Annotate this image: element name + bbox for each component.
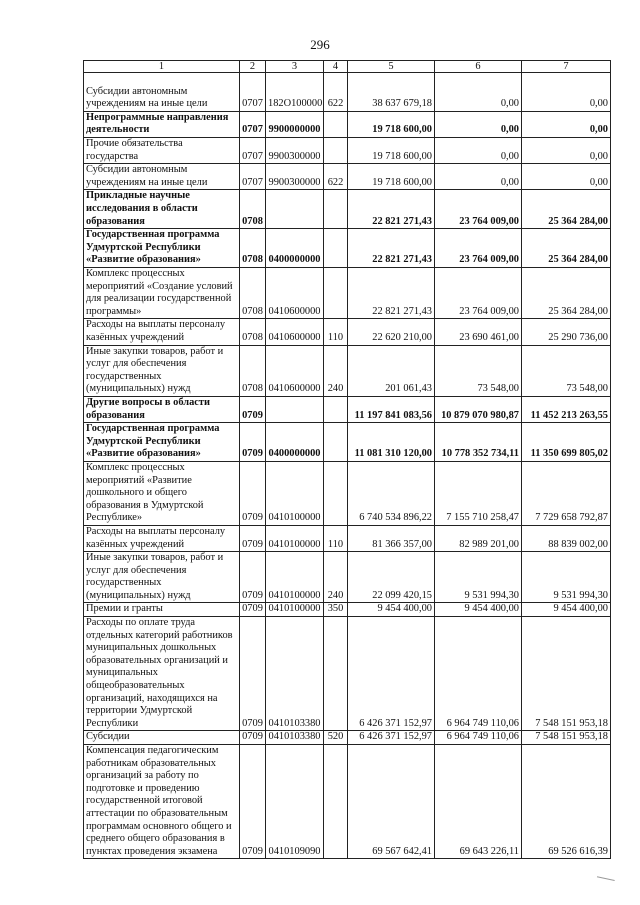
table-body [84,73,611,859]
row-target-article-cell: 182О100000 [266,73,324,112]
row-name-cell: Непрограммные направления деятельности [84,111,240,137]
row-name-cell: Прикладные научные исследования в области образования [84,190,240,229]
table-row [84,396,611,422]
row-amount-col5-cell: 9 454 400,00 [348,603,435,617]
row-amount-col5-cell: 11 197 841 083,56 [348,396,435,422]
row-amount-col6-cell: 6 964 749 110,06 [435,731,522,745]
row-amount-col7-cell: 7 548 151 953,18 [522,617,611,731]
row-amount-col6-cell: 23 764 009,00 [435,229,522,268]
row-amount-col6-cell: 9 454 400,00 [435,603,522,617]
row-section-code-cell: 0709 [240,461,266,525]
row-name-cell: Расходы на выплаты персоналу казённых учреждений [84,525,240,551]
row-target-article-cell: 0410100000 [266,603,324,617]
row-target-article-cell: 0400000000 [266,229,324,268]
row-amount-col6-cell: 0,00 [435,111,522,137]
row-expense-type-cell: 622 [324,164,348,190]
row-amount-col6-cell: 82 989 201,00 [435,525,522,551]
row-name-cell: Комплекс процессных мероприятий «Создание условий для реализации государственной программы» [84,267,240,318]
row-amount-col6-cell: 23 690 461,00 [435,319,522,345]
row-expense-type-cell: 110 [324,525,348,551]
row-amount-col6-cell: 6 964 749 110,06 [435,617,522,731]
column-header: 3 [266,61,324,73]
row-target-article-cell: 0410100000 [266,525,324,551]
column-header: 5 [348,61,435,73]
row-target-article-cell [266,396,324,422]
row-target-article-cell: 0410600000 [266,267,324,318]
column-header: 2 [240,61,266,73]
row-name-cell: Расходы на выплаты персоналу казённых учреждений [84,319,240,345]
row-section-code-cell: 0709 [240,525,266,551]
row-expense-type-cell: 110 [324,319,348,345]
row-name-cell: Иные закупки товаров, работ и услуг для обеспечения государственных (муниципальных) нужд [84,552,240,603]
row-amount-col5-cell: 6 740 534 896,22 [348,461,435,525]
row-amount-col7-cell: 11 350 699 805,02 [522,423,611,462]
row-name-cell: Субсидии [84,731,240,745]
row-amount-col6-cell: 0,00 [435,73,522,112]
table-row [84,319,611,345]
row-expense-type-cell [324,111,348,137]
row-name-cell: Премии и гранты [84,603,240,617]
row-expense-type-cell [324,461,348,525]
column-header-row [84,61,611,73]
row-expense-type-cell: 622 [324,73,348,112]
row-expense-type-cell: 520 [324,731,348,745]
row-section-code-cell: 0708 [240,345,266,396]
table-row [84,603,611,617]
row-amount-col6-cell: 69 643 226,11 [435,745,522,859]
row-amount-col7-cell: 0,00 [522,164,611,190]
table-row [84,345,611,396]
row-target-article-cell: 0410100000 [266,552,324,603]
row-section-code-cell: 0709 [240,617,266,731]
row-amount-col7-cell: 25 364 284,00 [522,190,611,229]
page-number: 296 [310,37,330,52]
row-amount-col5-cell: 22 821 271,43 [348,267,435,318]
row-amount-col5-cell: 69 567 642,41 [348,745,435,859]
row-amount-col6-cell: 23 764 009,00 [435,267,522,318]
row-target-article-cell: 0410100000 [266,461,324,525]
budget-table [83,60,611,859]
row-section-code-cell: 0707 [240,73,266,112]
column-header: 7 [522,61,611,73]
row-section-code-cell: 0707 [240,164,266,190]
table-row [84,423,611,462]
row-section-code-cell: 0707 [240,111,266,137]
row-section-code-cell: 0709 [240,552,266,603]
row-amount-col6-cell: 9 531 994,30 [435,552,522,603]
row-name-cell: Иные закупки товаров, работ и услуг для обеспечения государственных (муниципальных) нужд [84,345,240,396]
row-amount-col7-cell: 25 364 284,00 [522,229,611,268]
row-expense-type-cell [324,423,348,462]
row-name-cell: Государственная программа Удмуртской Республики «Развитие образования» [84,229,240,268]
row-name-cell: Комплекс процессных мероприятий «Развитие дошкольного и общего образования в Удмуртской Республике» [84,461,240,525]
row-amount-col5-cell: 19 718 600,00 [348,164,435,190]
row-amount-col5-cell: 22 821 271,43 [348,229,435,268]
row-section-code-cell: 0709 [240,396,266,422]
row-amount-col5-cell: 6 426 371 152,97 [348,731,435,745]
row-amount-col6-cell: 7 155 710 258,47 [435,461,522,525]
table-row [84,229,611,268]
row-amount-col5-cell: 22 821 271,43 [348,190,435,229]
table-row [84,267,611,318]
row-amount-col6-cell: 0,00 [435,137,522,163]
row-amount-col7-cell: 69 526 616,39 [522,745,611,859]
table-row [84,552,611,603]
row-section-code-cell: 0709 [240,603,266,617]
row-name-cell: Государственная программа Удмуртской Республики «Развитие образования» [84,423,240,462]
row-expense-type-cell: 240 [324,552,348,603]
row-section-code-cell: 0709 [240,423,266,462]
table-row [84,525,611,551]
row-amount-col7-cell: 25 364 284,00 [522,267,611,318]
row-amount-col7-cell: 0,00 [522,73,611,112]
row-target-article-cell: 0410103380 [266,617,324,731]
row-amount-col7-cell: 0,00 [522,137,611,163]
row-expense-type-cell [324,137,348,163]
row-amount-col5-cell: 201 061,43 [348,345,435,396]
row-amount-col7-cell: 11 452 213 263,55 [522,396,611,422]
row-section-code-cell: 0708 [240,267,266,318]
row-expense-type-cell [324,229,348,268]
row-amount-col7-cell: 0,00 [522,111,611,137]
row-target-article-cell: 0410103380 [266,731,324,745]
row-target-article-cell: 9900300000 [266,137,324,163]
row-amount-col7-cell: 9 531 994,30 [522,552,611,603]
row-amount-col5-cell: 11 081 310 120,00 [348,423,435,462]
row-section-code-cell: 0707 [240,137,266,163]
row-target-article-cell: 0400000000 [266,423,324,462]
row-name-cell: Расходы по оплате труда отдельных категорий работников муниципальных дошкольных образовательных организаций и муниципальных общеобразовательных организаций, находящихся на территории Удмуртской Республики [84,617,240,731]
row-target-article-cell: 0410600000 [266,319,324,345]
table-row [84,745,611,859]
row-expense-type-cell [324,267,348,318]
row-amount-col6-cell: 10 778 352 734,11 [435,423,522,462]
table-row [84,111,611,137]
table-row [84,731,611,745]
row-target-article-cell: 9900000000 [266,111,324,137]
row-expense-type-cell: 350 [324,603,348,617]
row-name-cell: Субсидии автономным учреждениям на иные цели [84,164,240,190]
row-amount-col5-cell: 6 426 371 152,97 [348,617,435,731]
row-target-article-cell: 0410600000 [266,345,324,396]
row-expense-type-cell [324,745,348,859]
row-amount-col7-cell: 7 729 658 792,87 [522,461,611,525]
table-row [84,190,611,229]
row-amount-col7-cell: 9 454 400,00 [522,603,611,617]
row-amount-col7-cell: 73 548,00 [522,345,611,396]
table-row [84,164,611,190]
row-amount-col6-cell: 73 548,00 [435,345,522,396]
row-name-cell: Субсидии автономным учреждениям на иные цели [84,73,240,112]
table-row [84,461,611,525]
row-section-code-cell: 0708 [240,229,266,268]
row-amount-col7-cell: 88 839 002,00 [522,525,611,551]
row-expense-type-cell [324,396,348,422]
row-amount-col6-cell: 23 764 009,00 [435,190,522,229]
table-row [84,73,611,112]
row-section-code-cell: 0709 [240,745,266,859]
table-row [84,137,611,163]
row-section-code-cell: 0708 [240,319,266,345]
row-expense-type-cell [324,617,348,731]
row-expense-type-cell: 240 [324,345,348,396]
column-header: 1 [84,61,240,73]
row-section-code-cell: 0709 [240,731,266,745]
row-amount-col5-cell: 22 620 210,00 [348,319,435,345]
row-expense-type-cell [324,190,348,229]
row-name-cell: Компенсация педагогическим работникам образовательных организаций за работу по подготовке и проведению государственной итоговой аттестации по образовательным программам основного общего и среднего общего образования в пунктах проведения экзамена [84,745,240,859]
row-name-cell: Прочие обязательства государства [84,137,240,163]
row-amount-col7-cell: 25 290 736,00 [522,319,611,345]
row-amount-col5-cell: 81 366 357,00 [348,525,435,551]
table-row [84,617,611,731]
row-amount-col5-cell: 38 637 679,18 [348,73,435,112]
row-amount-col5-cell: 19 718 600,00 [348,137,435,163]
row-amount-col5-cell: 22 099 420,15 [348,552,435,603]
row-section-code-cell: 0708 [240,190,266,229]
row-target-article-cell: 9900300000 [266,164,324,190]
page-corner-mark [595,876,614,889]
row-target-article-cell [266,190,324,229]
row-amount-col5-cell: 19 718 600,00 [348,111,435,137]
row-name-cell: Другие вопросы в области образования [84,396,240,422]
row-amount-col7-cell: 7 548 151 953,18 [522,731,611,745]
column-header: 4 [324,61,348,73]
row-amount-col6-cell: 10 879 070 980,87 [435,396,522,422]
row-target-article-cell: 0410109090 [266,745,324,859]
row-amount-col6-cell: 0,00 [435,164,522,190]
column-header: 6 [435,61,522,73]
